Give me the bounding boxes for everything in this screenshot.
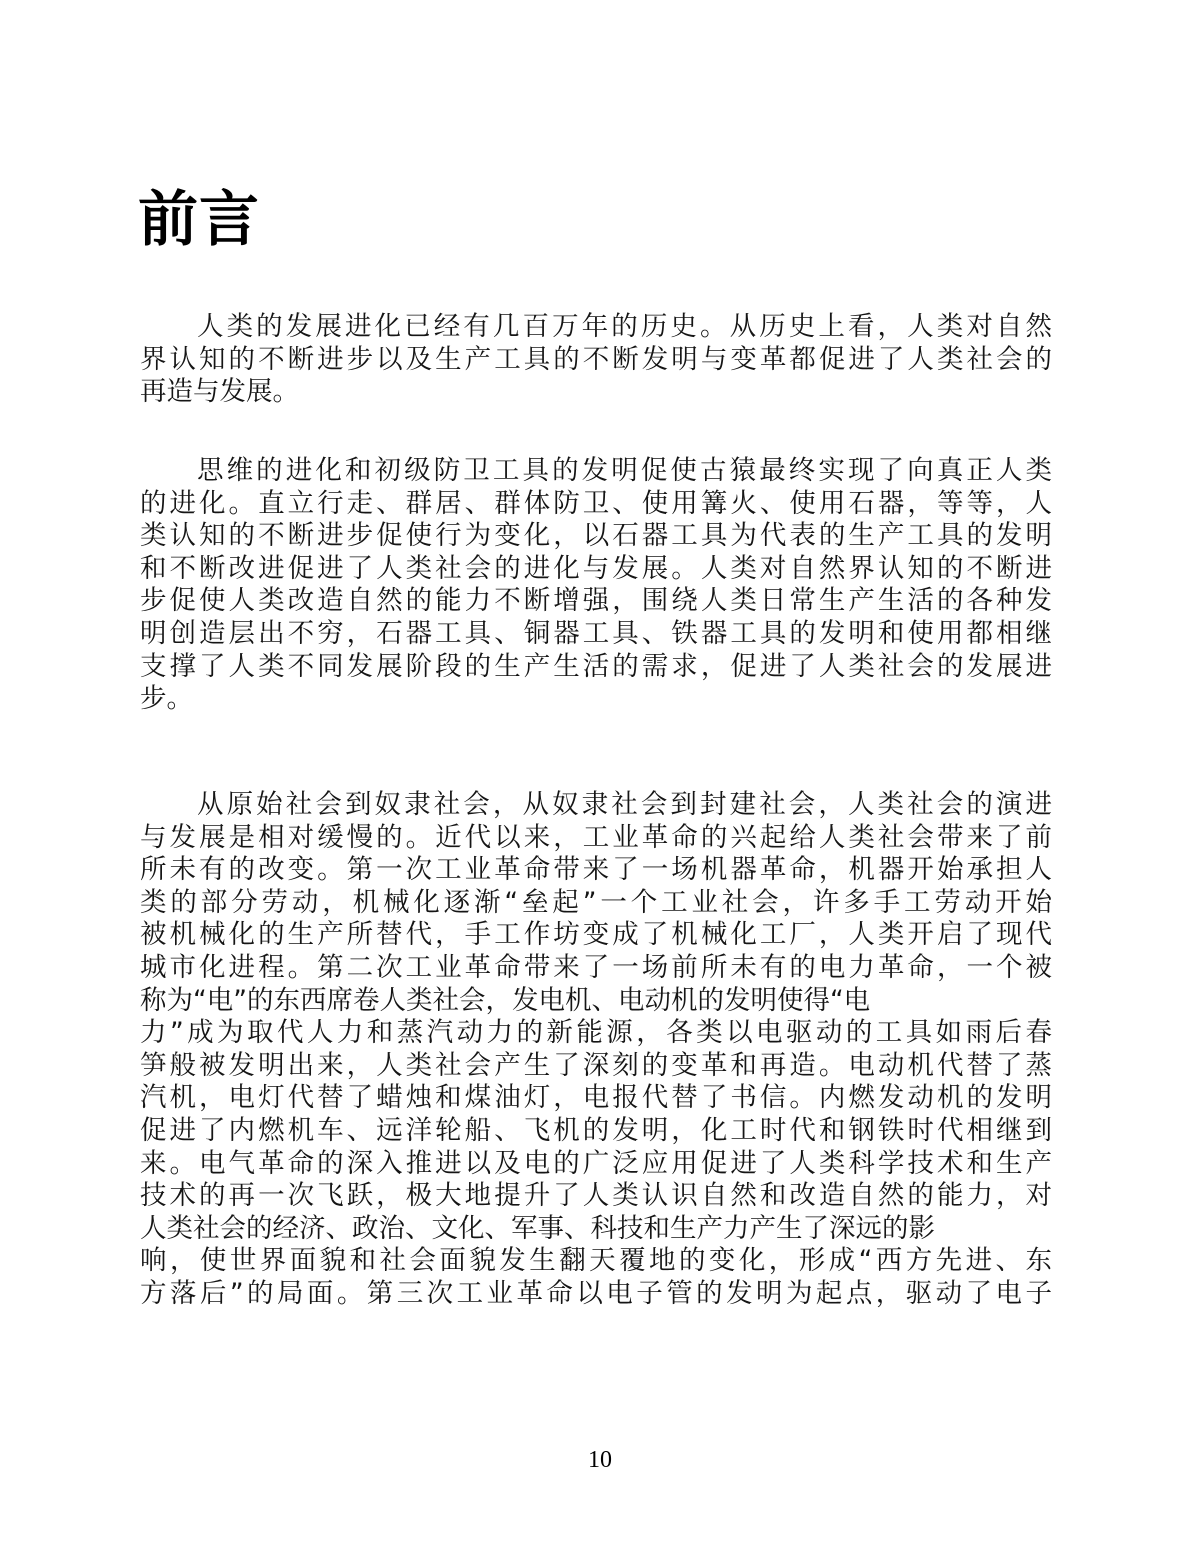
text-line: 被机械化的生产所替代，手工作坊变成了机械化工厂，人类开启了现代: [140, 919, 1052, 951]
text-line: 步促使人类改造自然的能力不断增强，围绕人类日常生产生活的各种发: [140, 585, 1052, 617]
text-line: 所未有的改变。第一次工业革命带来了一场机器革命，机器开始承担人: [140, 854, 1052, 886]
text-line: 思维的进化和初级防卫工具的发明促使古猿最终实现了向真正人类: [197, 455, 1052, 486]
text-line: 类的部分劳动，机械化逐渐“垒起”一个工业社会，许多手工劳动开始: [140, 886, 1052, 918]
text-line: 人类社会的经济、政治、文化、军事、科技和生产力产生了深远的影: [140, 1212, 935, 1244]
paragraph-3: [140, 789, 1060, 1311]
text-line: 的进化。直立行走、群居、群体防卫、使用篝火、使用石器，等等，人: [140, 487, 1052, 519]
text-line: 响，使世界面貌和社会面貌发生翻天覆地的变化，形成“西方先进、东: [140, 1245, 1052, 1277]
text-line: 再造与发展。: [140, 376, 299, 408]
text-line: 城市化进程。第二次工业革命带来了一场前所未有的电力革命，一个被: [140, 951, 1052, 983]
text-line: 促进了内燃机车、远洋轮船、飞机的发明，化工时代和钢铁时代相继到: [140, 1114, 1052, 1146]
text-line: 从原始社会到奴隶社会，从奴隶社会到封建社会，人类社会的演进: [197, 789, 1052, 820]
text-line: 笋般被发明出来，人类社会产生了深刻的变革和再造。电动机代替了蒸: [140, 1049, 1052, 1081]
text-line: 技术的再一次飞跃，极大地提升了人类认识自然和改造自然的能力，对: [140, 1180, 1052, 1212]
text-line: 人类的发展进化已经有几百万年的历史。从历史上看，人类对自然: [197, 311, 1052, 342]
text-line: 汽机，电灯代替了蜡烛和煤油灯，电报代替了书信。内燃发动机的发明: [140, 1082, 1052, 1114]
text-line: 支撑了人类不同发展阶段的生产生活的需求，促进了人类社会的发展进: [140, 650, 1052, 682]
page-number: 10: [588, 1447, 612, 1473]
text-line: 力”成为取代人力和蒸汽动力的新能源，各类以电驱动的工具如雨后春: [140, 1017, 1052, 1049]
text-line: 与发展是相对缓慢的。近代以来，工业革命的兴起给人类社会带来了前: [140, 821, 1052, 853]
page-title: 前言: [138, 185, 260, 255]
text-line: 来。电气革命的深入推进以及电的广泛应用促进了人类科学技术和生产: [140, 1147, 1052, 1179]
text-line: 类认知的不断进步促使行为变化，以石器工具为代表的生产工具的发明: [140, 520, 1052, 552]
text-line: 称为“电”的东西席卷人类社会，发电机、电动机的发明使得“电: [140, 984, 871, 1016]
text-line: 和不断改进促进了人类社会的进化与发展。人类对自然界认知的不断进: [140, 552, 1052, 584]
paragraph-1: [140, 311, 1060, 409]
text-line: 明创造层出不穷，石器工具、铜器工具、铁器工具的发明和使用都相继: [140, 617, 1052, 649]
paragraph-2: [140, 455, 1060, 716]
text-line: 方落后”的局面。第三次工业革命以电子管的发明为起点，驱动了电子: [140, 1277, 1052, 1309]
text-line: 界认知的不断进步以及生产工具的不断发明与变革都促进了人类社会的: [140, 343, 1052, 375]
text-line: 步。: [140, 683, 193, 715]
